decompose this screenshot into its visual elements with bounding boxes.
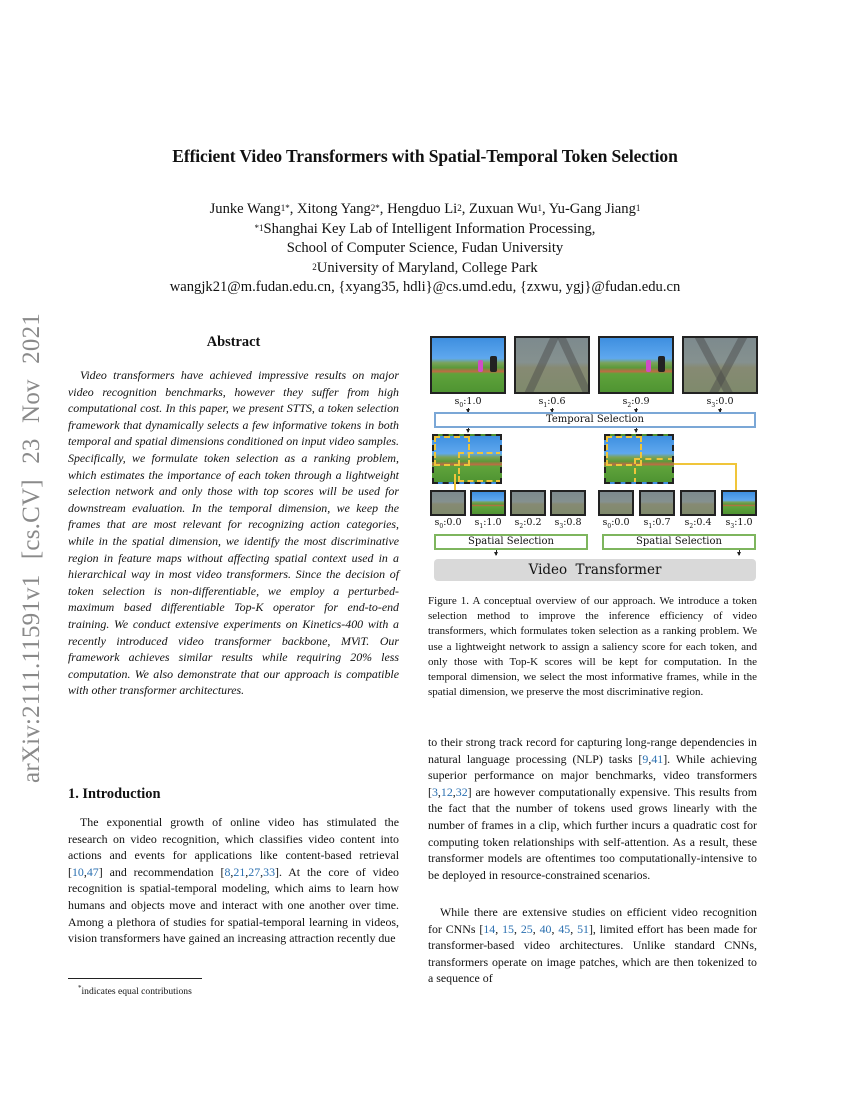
video-transformer-box: Video Transformer [434,559,756,581]
figure-caption: Figure 1. A conceptual overview of our approach. We introduce a token selection method to improve the inference efficiency of video transformers, which formulates token selection as a ranking problem. We use a lightweight network to assign a saliency score for each token, and only those with Top-K scores will be kept for computation. In the temporal dimension, we select the most informative frames, while in the spatial dimension, we preserve the most discriminative region. [428,595,757,699]
spatial-token [721,490,757,516]
author-name: Junke Wang [209,201,281,217]
region-connector [454,474,456,490]
affiliation-2: $^2$University of Maryland, College Park [312,259,538,276]
arrow-icon [636,428,637,432]
figure-1-diagram [430,334,759,580]
video-frame-2 [598,336,674,394]
affiliation-1: $^{*1}$Shanghai Key Lab of Intelligent Information Processing, [254,220,596,237]
citation-link[interactable]: 15 [502,921,514,936]
spatial-score-left-3: $s_3:0.8$ [554,517,582,530]
citation-link[interactable]: 40 [539,921,552,936]
spatial-token [430,490,466,516]
spatial-score-left-2: $s_2:0.2$ [514,517,542,530]
abstract-heading: Abstract [206,334,261,350]
intro-paragraph-1: The exponential growth of online video has stimulated the research on video recognition, which classifies video content into actions and events for applications like content-based retrieval [10,47] and recommendation [8,21,27,33]. At the core of video recognition is spatial-temporal modeling, which aims to learn how humans and objects move and interact with one another over time. Among a plethora of studies for spatial-temporal learning in videos, vision transformers have gained an increasing attraction recently due [68,815,399,946]
author-name: Yu-Gang Jiang [548,201,636,217]
intro-paragraph-2: While there are extensive studies on efficient video recognition for CNNs [14, 15, 25, 40, 45, 51], limited effort has been made for transformer-based video architectures. Unlike standard CNNs, transformers operate on image patches, which are then tokenized to a sequence of [428,905,757,986]
spatial-selection-box-left: Spatial Selection [434,534,588,550]
citation-link[interactable]: 33 [263,864,276,879]
spatial-score-right-0: $s_0:0.0$ [602,517,630,530]
spatial-token [598,490,634,516]
citation-link[interactable]: 10 [71,864,84,879]
arrow-icon [468,428,469,432]
citation-link[interactable]: 27 [248,864,261,879]
citation-link[interactable]: 8 [224,864,231,879]
region-connector [674,463,737,465]
section-heading-introduction: 1. Introduction [68,786,161,802]
citation-link[interactable]: 47 [86,864,99,879]
citation-link[interactable]: 41 [651,751,664,766]
citation-link[interactable]: 21 [233,864,246,879]
video-frame-0 [430,336,506,394]
temporal-selection-box: Temporal Selection [434,412,756,428]
spatial-score-left-0: $s_0:0.0$ [434,517,462,530]
author-block [0,200,850,298]
footnote: *indicates equal contributions [78,984,192,998]
affiliation-1-dept: School of Computer Science, Fudan University [286,240,564,256]
author-list: Junke Wang$^{1*}$, Xitong Yang$^{2*}$, Hengduo Li$^2$, Zuxuan Wu$^1$, Yu-Gang Jiang$^1$ [209,201,641,217]
spatial-token [639,490,675,516]
abstract-text: Video transformers have achieved impressive results on major video recognition benchmarks, however they suffer from high computational cost. In this paper, we present STTS, a token selection framework that dynamically selects a few informative tokens in both temporal and spatial dimensions conditioned on input video samples. Specifically, we formulate token selection as a ranking problem, which estimates the importance of each token through a lightweight selection network and only those with top scores will be used for downstream evaluation. In the temporal dimension, we keep the frames that are most relevant for recognizing action categories, while in the spatial dimension, we identify the most discriminative region in feature maps without affecting spatial context used in a hierarchical way in most video transformers. Since the decision of token selection is non-differentiable, we employ a perturbed-maximum based differentiable Top-K operator for end-to-end training. We conduct extensive experiments on Kinetics-400 with a recently introduced video transformer backbone, MViT. Our framework achieves similar results while requiring 20% less computation. We also demonstrate that our approach is compatible with other transformer architectures. [68,368,399,698]
author-name: Xitong Yang [297,201,371,217]
paper-title: Efficient Video Transformers with Spatial-Temporal Token Selection [172,146,678,166]
citation-link[interactable]: 9 [642,751,649,766]
spatial-score-left-1: $s_1:1.0$ [474,517,502,530]
spatial-token [550,490,586,516]
citation-link[interactable]: 3 [431,784,438,799]
left-column [68,334,399,998]
intro-paragraph-1-continued: to their strong track record for capturing long-range dependencies in natural language processing (NLP) tasks [9,41]. While achieving superior performance on major benchmarks, video transformers [3,12,32] are however computationally expensive. This results from the fact that the number of tokens used grows linearly with the number of frames in a clip, which further incurs a quadratic cost for computing token relationships with self-attention. As a result, these transformer models are oftentimes too computationally-intensive to be deployed in resource-constrained scenarios. [428,735,757,882]
citation-link[interactable]: 12 [440,784,453,799]
arrow-icon [496,550,497,555]
spatial-score-right-2: $s_2:0.4$ [684,517,712,530]
temporal-score-2: $s_2:0.9$ [622,396,650,409]
spatial-selection-box-right: Spatial Selection [602,534,756,550]
arrow-icon [739,550,740,555]
citation-link[interactable]: 51 [577,921,589,936]
temporal-score-1: $s_1:0.6$ [538,396,566,409]
temporal-score-0: $s_0:1.0$ [454,396,482,409]
selected-frame-right [604,434,674,484]
arxiv-stamp: arXiv:2111.11591v1 [cs.CV] 23 Nov 2021 [18,313,45,783]
citation-link[interactable]: 32 [455,784,468,799]
spatial-token [470,490,506,516]
citation-link[interactable]: 14 [483,921,496,936]
footnote-divider [68,978,202,979]
right-column [428,334,757,986]
citation-link[interactable]: 25 [520,921,533,936]
spatial-score-right-3: $s_3:1.0$ [725,517,753,530]
video-frame-1 [514,336,590,394]
selected-frame-left [432,434,502,484]
author-emails: wangjk21@m.fudan.edu.cn, {xyang35, hdli}@cs.umd.edu, {zxwu, ygj}@fudan.edu.cn [169,279,681,295]
region-connector [735,463,737,490]
author-name: Zuxuan Wu [469,201,538,217]
temporal-score-3: $s_3:0.0$ [706,396,734,409]
video-frame-3 [682,336,758,394]
spatial-token [510,490,546,516]
citation-link[interactable]: 45 [558,921,571,936]
author-name: Hengduo Li [387,201,458,217]
spatial-token [680,490,716,516]
spatial-score-right-1: $s_1:0.7$ [643,517,671,530]
